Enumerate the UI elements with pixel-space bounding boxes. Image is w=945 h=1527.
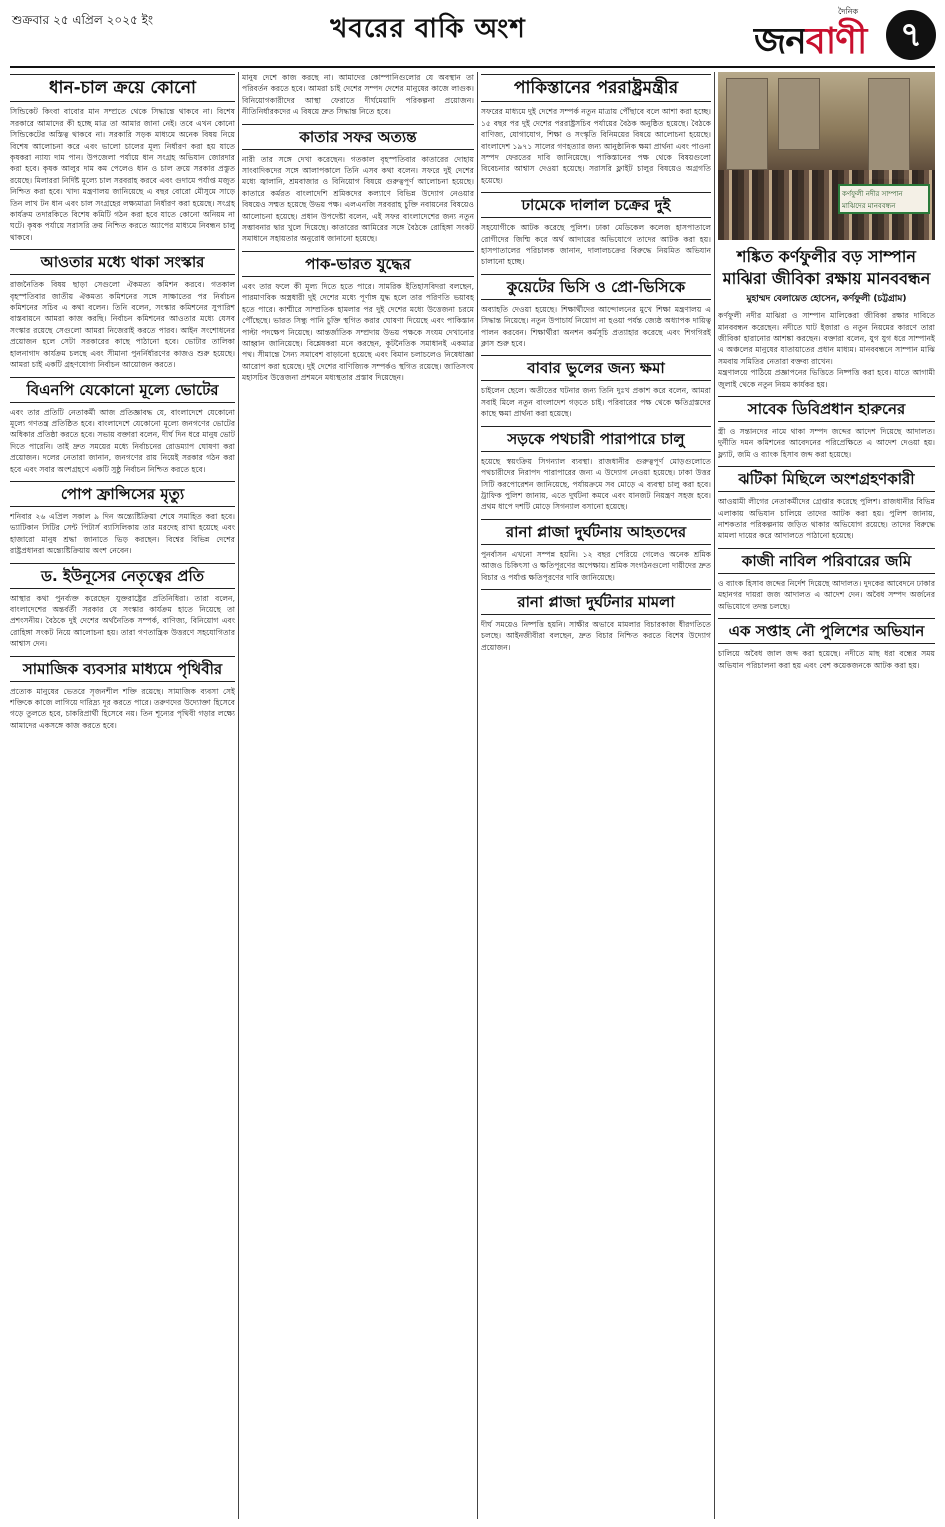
page-number: ৭: [886, 10, 936, 60]
article: [718, 466, 935, 542]
byline: মুহাম্মদ বেলায়েত হোসেন, কর্ণফুলী (চট্টগ্রাম): [746, 294, 907, 305]
column-3: [481, 72, 711, 1519]
article-headline: পাকিস্তানের পররাষ্ট্রমন্ত্রীর: [481, 74, 711, 102]
section-title: খবরের বাকি অংশ: [330, 14, 526, 44]
lead-photo: [718, 72, 935, 240]
article: [481, 355, 711, 419]
logo-part-b: বাণী: [805, 21, 867, 62]
article: [10, 481, 235, 557]
column-divider: [238, 72, 239, 1519]
article: [718, 618, 935, 671]
header-rule: [10, 66, 935, 68]
article-headline: ধান-চাল ক্রয়ে কোনো: [10, 74, 235, 102]
article-body: দীর্ঘ সময়েও নিষ্পত্তি হয়নি। সাক্ষীর অভাবে মামলার বিচারকাজ ধীরগতিতে চলছে। আইনজীবীরা বলছেন, দ্রুত বিচার নিশ্চিত করতে বিশেষ উদ্যোগ প্রয়োজন।: [481, 619, 711, 652]
article: [481, 589, 711, 653]
article: [481, 426, 711, 513]
article-body: এবং তার ফলে কী মূল্য দিতে হতে পারে। সামরিক ইতিহাসবিদরা বলছেন, পারমাণবিক অস্ত্রধারী দুই দেশের মধ্যে পূর্ণাঙ্গ যুদ্ধ হলে তার পরিণতি ভয়াবহ হতে পারে। কাশ্মীরে সাম্প্রতিক হামলার পর দুই দেশের মধ্যে উত্তেজনা চরমে পৌঁছেছে। ভারত সিন্ধু পানি চুক্তি স্থগিত করার ঘোষণা দিয়েছে এবং পাকিস্তান পাল্টা পদক্ষেপ নিয়েছে। আন্তর্জাতিক সম্প্রদায় উভয় পক্ষকে সংযম দেখানোর আহ্বান জানিয়েছে। বিশ্লেষকরা মনে করছেন, কূটনৈতিক সমাধানই একমাত্র পথ। সীমান্তে সৈন্য সমাবেশ বাড়ানো হয়েছে এবং বিমান চলাচলেও নিষেধাজ্ঞা আরোপ করা হয়েছে। দুই দেশের বাণিজ্যিক সম্পর্কও স্থগিত রয়েছে। জাতিসংঘ মহাসচিব উত্তেজনা প্রশমনে মধ্যস্থতার প্রস্তাব দিয়েছেন।: [242, 281, 474, 383]
column-2: [242, 72, 474, 1519]
article-body: মন্ত্রণালয়ে পাঠিয়ে প্রজ্ঞাপনের ভিত্তিতে নিষ্পত্তি করা হবে। যাতে আগামী জুলাই থেকে নতুন নিয়ম কার্যকর হয়।: [718, 368, 935, 389]
article-body: প্রত্যেক মানুষের ভেতরে সৃজনশীল শক্তি রয়েছে। সামাজিক ব্যবসা সেই শক্তিকে কাজে লাগিয়ে দারিদ্র্য দূর করতে পারে। তরুণদের উদ্যোক্তা হিসেবে গড়ে তুলতে হবে, চাকরিপ্রার্থী হিসেবে নয়। তিন শূন্যের পৃথিবী গড়ার লক্ষ্যে আমাদের একসঙ্গে কাজ করতে হবে।: [10, 686, 235, 730]
article: [10, 656, 235, 732]
article: [10, 74, 235, 243]
paper-prefix: দৈনিক: [838, 7, 859, 16]
article-body: এবং তার প্রতিটি নেতাকর্মী আজ প্রতিজ্ঞাবদ্ধ যে, বাংলাদেশে যেকোনো মূল্যে গণতন্ত্র প্রতিষ্ঠিত হবে। বাংলাদেশে যেকোনো মূল্যে জনগণের ভোটের অধিকার প্রতিষ্ঠা করতে হবে। সভায় বক্তারা বলেন, দীর্ঘ দিন ধরে মানুষ ভোট দিতে পারেনি। তাই দ্রুত সময়ের মধ্যে নির্বাচনের রোডম্যাপ ঘোষণা করা প্রয়োজন। দলের নেতারা জানান, জনগণের রায় নিয়েই সরকার গঠন করা হবে এবং সবার অংশগ্রহণে একটি সুষ্ঠু নির্বাচন নিশ্চিত করতে হবে।: [10, 407, 235, 474]
article-headline: ড. ইউনূসের নেতৃত্বের প্রতি: [10, 563, 235, 589]
article-headline: কাজী নাবিল পরিবারের জমি: [718, 548, 935, 574]
article-body: আস্থার কথা পুনর্ব্যক্ত করেছেন যুক্তরাষ্ট্রের প্রতিনিধিরা। তারা বলেন, বাংলাদেশের অন্তর্বর্তী সরকার যে সংস্কার কার্যক্রম হাতে নিয়েছে তা প্রশংসনীয়। বৈঠকে দুই দেশের অর্থনৈতিক সম্পর্ক, বাণিজ্য, বিনিয়োগ এবং রোহিঙ্গা সংকট নিয়ে আলোচনা হয়। তারা গণতান্ত্রিক উত্তরণে সহযোগিতার আশ্বাস দেন।: [10, 593, 235, 649]
article-body: অব্যাহতি দেওয়া হয়েছে। শিক্ষার্থীদের আন্দোলনের মুখে শিক্ষা মন্ত্রণালয় এ সিদ্ধান্ত নিয়েছে। নতুন উপাচার্য নিয়োগ না হওয়া পর্যন্ত জ্যেষ্ঠ অধ্যাপক দায়িত্ব পালন করবেন। শিক্ষার্থীরা অনশন কর্মসূচি প্রত্যাহার করেছে এবং শিগগিরই ক্লাস শুরু হবে।: [481, 304, 711, 349]
article-headline: আওতার মধ্যে থাকা সংস্কার: [10, 249, 235, 275]
article-headline: কাতার সফর অত্যন্ত: [242, 124, 474, 150]
protest-banner: কর্ণফুলী নদীর সাম্পান মাঝিদের মানববন্ধন: [838, 184, 930, 214]
article: [242, 251, 474, 384]
article-headline: রানা প্লাজা দুর্ঘটনার মামলা: [481, 589, 711, 615]
article: [481, 192, 711, 268]
building-shape: [726, 78, 768, 170]
masthead: [748, 4, 938, 64]
article-headline: সাবেক ডিবিপ্রধান হারুনের: [718, 396, 935, 422]
article-headline: এক সপ্তাহ নৌ পুলিশের অভিযান: [718, 618, 935, 644]
article-headline: সড়কে পথচারী পারাপারে চালু: [481, 426, 711, 452]
column-1: [10, 72, 235, 1519]
lead-body: কর্ণফুলী নদীর মাঝিরা ও সাম্পান মালিকেরা জীবিকা রক্ষার দাবিতে মানববন্ধন করেছেন। নদীতে ঘাট ইজারা ও নতুন নিয়মের কারণে তারা জীবিকা হারানোর আশঙ্কা করছেন। বক্তারা বলেন, যুগ যুগ ধরে সাম্পানই এ অঞ্চলের মানুষের যাতায়াতের প্রধান মাধ্যম। মানববন্ধনে সাম্পান মাঝি সমবায় সমিতির নেতারা বক্তব্য রাখেন।: [718, 311, 935, 366]
article: [481, 74, 711, 186]
article: [10, 377, 235, 475]
article: [10, 249, 235, 370]
column-divider: [714, 72, 715, 1519]
article: [10, 563, 235, 650]
article-body: নারী তার সঙ্গে দেখা করেছেন। গতকাল বৃহস্পতিবার কাতারের দোহায় সাংবাদিকদের সঙ্গে আলাপকালে তিনি এসব কথা বলেন। সফরে দুই দেশের মধ্যে জ্বালানি, শ্রমবাজার ও বিনিয়োগ বিষয়ে গুরুত্বপূর্ণ আলোচনা হয়েছে। কাতারে কর্মরত বাংলাদেশি শ্রমিকদের কল্যাণে বিভিন্ন উদ্যোগ নেওয়ার বিষয়েও সম্মত হয়েছে উভয় পক্ষ। এলএনজি সরবরাহ চুক্তি নবায়নের বিষয়েও আলোচনা হয়েছে। প্রধান উপদেষ্টা বলেন, এই সফর বাংলাদেশের জন্য নতুন সম্ভাবনার দ্বার খুলে দিয়েছে। কাতারের আমিরের সঙ্গে বৈঠকে রোহিঙ্গা সংকট সমাধানে সহায়তার অনুরোধ জানানো হয়েছে।: [242, 154, 474, 244]
article-body: চাইলেন ছেলে। অতীতের ঘটনার জন্য তিনি দুঃখ প্রকাশ করে বলেন, আমরা সবাই মিলে নতুন বাংলাদেশ গড়তে চাই। পরিবারের পক্ষ থেকে ক্ষতিগ্রস্তদের কাছে ক্ষমা প্রার্থনা করা হয়েছে।: [481, 386, 711, 419]
article-headline: বিএনপি যেকোনো মূল্যে ভোটের: [10, 377, 235, 403]
article-body: ও ব্যাংক হিসাব জব্দের নির্দেশ দিয়েছে আদালত। দুদকের আবেদনে ঢাকার মহানগর দায়রা জজ আদালত এ আদেশ দেন। অবৈধ সম্পদ অর্জনের অভিযোগে তদন্ত চলছে।: [718, 578, 935, 611]
article-headline: পাক-ভারত যুদ্ধের: [242, 251, 474, 277]
article-body: স্ত্রী ও সন্তানদের নামে থাকা সম্পদ জব্দের আদেশ দিয়েছে আদালত। দুর্নীতি দমন কমিশনের আবেদনের পরিপ্রেক্ষিতে এ আদেশ দেওয়া হয়। ফ্ল্যাট, জমি ও ব্যাংক হিসাব জব্দ করা হয়েছে।: [718, 427, 935, 459]
article-body: সহযোগীকে আটক করেছে পুলিশ। ঢাকা মেডিকেল কলেজ হাসপাতালে রোগীদের জিম্মি করে অর্থ আদায়ের অভিযোগে তাদের আটক করা হয়। হাসপাতালের পরিচালক জানান, দালালচক্রের বিরুদ্ধে নিয়মিত অভিযান চালানো হচ্ছে।: [481, 223, 711, 267]
logo-part-a: জন: [754, 21, 806, 62]
column-4: [718, 72, 935, 1519]
paper-logo: [754, 14, 866, 74]
article-body: সিন্ডিকেট কিংবা বাবোর মান সম্প্রতে থেকে সিদ্ধান্তে থাকবে না। বিশেষ সরকারে আমাদের কী হচ্ছে মাত্র তা আমার জানা নেই। তবে এখন কোনো সিন্ডিকেটের অস্তিত্ব থাকবে না। সরকারি সড়ক মাধ্যমে অনেক বিষয় নিয়ে বিশেষ আলোচনা করে এবং ভালো চালের মূল্য নির্ধারণ করা হয় যাতে কৃষকরা ন্যায্য দাম পান। উপজেলা পর্যায়ে ধান সংগ্রহ অভিযান জোরদার করা হবে। কৃষক আলুর দাম কম পেলেও ধান ও চাল ক্রয়ে সরকার প্রস্তুত রয়েছে। মিলাররা নির্দিষ্ট মূল্যে চাল সরবরাহ করবে এবং গুদামে পর্যাপ্ত মজুত নিশ্চিত করা হবে। খাদ্য মন্ত্রণালয় জানিয়েছে এ বছর বোরো মৌসুমে সাড়ে তিন লাখ টন ধান এবং চাল সংগ্রহের লক্ষ্যমাত্রা নির্ধারণ করা হয়েছে। সংগ্রহ কার্যক্রম তদারকিতে বিশেষ কমিটি গঠন করা হবে যাতে কোনো অনিয়ম না ঘটে। কৃষক পর্যায়ে সরাসরি ক্রয় নিশ্চিত করতে অ্যাপের মাধ্যমে নিবন্ধন চালু থাকবে।: [10, 107, 235, 242]
article-body: মানুষ দেশে কাজ করছে না। আমাদের কোম্পানিগুলোর যে অবস্থান তা পরিবর্তন করতে হবে। আমরা চাই দেশের সম্পদ দেশের মানুষের কাজে লাগুক। বিনিয়োগকারীদের আস্থা ফেরাতে দীর্ঘমেয়াদি পরিকল্পনা প্রয়োজন। নীতিনির্ধারকদের এ বিষয়ে দ্রুত সিদ্ধান্ত নিতে হবে।: [242, 73, 474, 117]
article-headline: কুয়েটের ভিসি ও প্রো-ভিসিকে: [481, 274, 711, 300]
article-headline: ঢামেকে দালাল চক্রের দুই: [481, 192, 711, 218]
article-body: সফরের মাধ্যমে দুই দেশের সম্পর্ক নতুন মাত্রায় পৌঁছাবে বলে আশা করা হচ্ছে। ১৫ বছর পর দুই দেশের পররাষ্ট্রসচিব পর্যায়ের বৈঠক অনুষ্ঠিত হয়েছে। বৈঠকে বাণিজ্য, যোগাযোগ, শিক্ষা ও সংস্কৃতি বিনিময়ের বিষয়ে আলোচনা হয়েছে। বাংলাদেশ ১৯৭১ সালের গণহত্যার জন্য আনুষ্ঠানিক ক্ষমা প্রার্থনা এবং পাওনা সম্পদ ফেরতের দাবি জানিয়েছে। পাকিস্তানের পক্ষ থেকে বিষয়গুলো বিবেচনার আশ্বাস দেওয়া হয়েছে। সরাসরি ফ্লাইট চালুর বিষয়েও অগ্রগতি হয়েছে।: [481, 107, 711, 185]
article-headline: ঝটিকা মিছিলে অংশগ্রহণকারী: [718, 466, 935, 492]
article: [718, 548, 935, 612]
issue-date: শুক্রবার ২৫ এপ্রিল ২০২৫ ইং: [12, 13, 154, 27]
article-headline: রানা প্লাজা দুর্ঘটনায় আহতদের: [481, 519, 711, 545]
article: [718, 367, 935, 390]
article-body: রাজনৈতিক বিষয় ছাড়া সেগুলো ঐকমত্য কমিশন করবে। গতকাল বৃহস্পতিবার জাতীয় ঐকমত্য কমিশনের সঙ্গে সাক্ষাতের পর নির্বাচন কমিশনের সচিব এ কথা বলেন। তিনি বলেন, সংস্কার কমিশনের সুপারিশ বাস্তবায়নে আমরা কাজ করছি। নির্বাচন কমিশনের আওতার মধ্যে যেসব সংস্কার রয়েছে সেগুলো আমরা নিজেরাই করতে পারব। আইন সংশোধনের প্রয়োজন হলে সেটা সরকারের কাছে পাঠানো হবে। ভোটার তালিকা হালনাগাদ কার্যক্রম চলছে এবং সীমানা পুনর্নির্ধারণের কাজও শুরু হয়েছে। আমরা চাই একটি গ্রহণযোগ্য নির্বাচন আয়োজন করতে।: [10, 280, 235, 370]
article-body: পুনর্বাসন এখনো সম্পন্ন হয়নি। ১২ বছর পেরিয়ে গেলেও অনেক শ্রমিক আজও চিকিৎসা ও ক্ষতিপূরণের অপেক্ষায়। শ্রমিক সংগঠনগুলো দায়ীদের দ্রুত বিচার ও পর্যাপ্ত ক্ষতিপূরণের দাবি জানিয়েছে।: [481, 549, 711, 582]
article: [481, 519, 711, 583]
building-shape: [778, 78, 820, 150]
article-body: আওয়ামী লীগের নেতাকর্মীদের গ্রেপ্তার করেছে পুলিশ। রাজধানীর বিভিন্ন এলাকায় অভিযান চালিয়ে তাদের আটক করা হয়। পুলিশ জানায়, নাশকতার পরিকল্পনায় জড়িত থাকার অভিযোগ রয়েছে। তাদের বিরুদ্ধে মামলা দায়ের করে আদালতে পাঠানো হয়েছে।: [718, 497, 935, 541]
article-body: হয়েছে স্বয়ংক্রিয় সিগন্যাল ব্যবস্থা। রাজধানীর গুরুত্বপূর্ণ মোড়গুলোতে পথচারীদের নিরাপদ পারাপারের জন্য এ উদ্যোগ নেওয়া হয়েছে। ঢাকা উত্তর সিটি করপোরেশন জানিয়েছে, পর্যায়ক্রমে সব মোড়ে এ ব্যবস্থা চালু করা হবে। ট্রাফিক পুলিশ জানায়, এতে দুর্ঘটনা কমবে এবং যানজট নিয়ন্ত্রণ সহজ হবে। প্রথম ধাপে দশটি মোড়ে সিগন্যাল বসানো হয়েছে।: [481, 456, 711, 512]
article: [242, 72, 474, 118]
column-divider: [477, 72, 478, 1519]
lead-headline: শঙ্কিত কর্ণফুলীর বড় সাম্পান মাঝিরা জীবিকা রক্ষায় মানববন্ধন: [722, 247, 931, 288]
article-headline: সামাজিক ব্যবসার মাধ্যমে পৃথিবীর: [10, 656, 235, 682]
article: [718, 396, 935, 460]
building-shape: [868, 78, 910, 180]
article-headline: পোপ ফ্রান্সিসের মৃত্যু: [10, 481, 235, 507]
article-headline: বাবার ভুলের জন্য ক্ষমা: [481, 355, 711, 381]
article: [242, 124, 474, 245]
article: [481, 274, 711, 350]
article-body: শনিবার ২৬ এপ্রিল সকাল ৯ দিন অন্ত্যেষ্টিক্রিয়া শেষে সমাহিত করা হবে। ভ্যাটিকান সিটির সেন্ট পিটার্স ব্যাসিলিকায় তার মরদেহ রাখা হয়েছে এবং হাজারো মানুষ শ্রদ্ধা জানাতে ভিড় করছেন। বিশ্বের বিভিন্ন দেশের রাষ্ট্রপ্রধানরা অন্ত্যেষ্টিক্রিয়ায় অংশ নেবেন।: [10, 511, 235, 556]
article-body: চালিয়ে অবৈধ জাল জব্দ করা হয়েছে। নদীতে মাছ ধরা বন্ধের সময় অভিযান পরিচালনা করা হয় এবং বেশ কয়েকজনকে আটক করা হয়।: [718, 649, 935, 670]
